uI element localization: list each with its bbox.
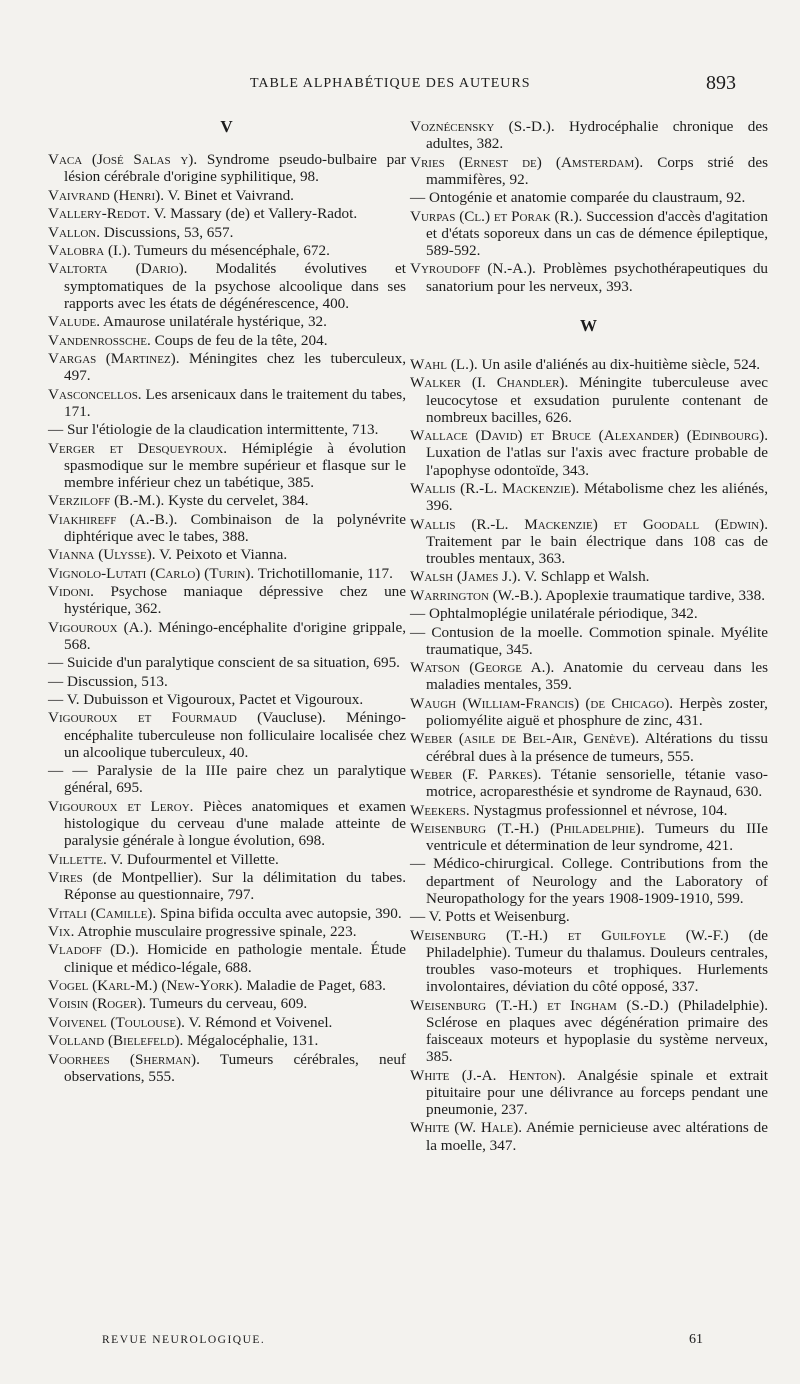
- index-entry: [410, 997, 768, 1066]
- entry-author: Weisenburg (T.-H.) et Guilfoyle (W.-F.): [410, 926, 729, 944]
- entry-author: —: [48, 654, 64, 672]
- entry-author: Villette.: [48, 850, 107, 868]
- index-entry: [48, 923, 406, 940]
- entry-author: Vries (Ernest de) (Amsterdam).: [410, 153, 644, 171]
- index-entry: [48, 1032, 406, 1049]
- index-entry: [410, 208, 768, 260]
- entry-author: Weisenburg (T.-H.) (Philadelphie).: [410, 819, 645, 837]
- entry-text: Ontogénie et anatomie comparée du claustraum, 92.: [425, 189, 746, 207]
- entry-text: Syndrome pseudo-bulbaire par lésion cérébrale d'origine syphilitique, 98.: [64, 151, 406, 186]
- entry-author: —: [410, 189, 426, 207]
- running-head: TABLE ALPHABÉTIQUE DES AUTEURS: [250, 76, 531, 91]
- entry-text: Herpès zoster, poliomyélite aiguë et phosphure de zinc, 431.: [426, 694, 768, 729]
- entry-author: Valude.: [48, 313, 101, 331]
- entry-author: Voivenel (Toulouse).: [48, 1013, 185, 1031]
- index-entry: [48, 673, 406, 690]
- sheet-number: 61: [689, 1332, 703, 1347]
- entry-author: — —: [48, 762, 88, 780]
- index-entry: [410, 260, 768, 294]
- entry-text: Contusion de la moelle. Commotion spinale. Myélite traumatique, 345.: [425, 623, 768, 658]
- entry-text: V. Rémond et Voivenel.: [184, 1013, 333, 1031]
- index-entry: [410, 820, 768, 854]
- index-entry: [48, 762, 406, 796]
- entry-text: Hémiplégie à évolution spasmodique sur le membre supérieur et flasque sur le membre inférieur chez un tabétique, 385.: [64, 439, 406, 491]
- index-entry: [410, 802, 768, 819]
- index-entry: [410, 1119, 768, 1153]
- index-entry: [410, 624, 768, 658]
- entry-author: Voznécensky (S.-D.).: [410, 118, 555, 135]
- entry-author: Verziloff (B.-M.).: [48, 492, 165, 510]
- index-entry: [48, 386, 406, 420]
- index-entry: [48, 583, 406, 617]
- entry-text: Modalités évolutives et symptomatiques de la psychose alcoolique dans ses rapports avec les états de dégénérescence, 400.: [64, 260, 406, 312]
- index-entry: [48, 187, 406, 204]
- index-entry: [410, 568, 768, 585]
- entry-author: Weisenburg (T.-H.) et Ingham (S.-D.): [410, 996, 669, 1014]
- entry-text: Homicide en pathologie mentale. Étude clinique et médico-légale, 688.: [64, 941, 407, 976]
- index-entry: [48, 977, 406, 994]
- index-entry: [48, 440, 406, 492]
- entry-text: Tumeurs du IIIe ventricule et détermination de leur syndrome, 421.: [426, 819, 768, 855]
- entry-author: White (W. Hale).: [410, 1119, 523, 1137]
- entry-author: Vallon.: [48, 223, 101, 241]
- journal-name: REVUE NEUROLOGIQUE.: [102, 1334, 266, 1346]
- index-entry: [48, 151, 406, 185]
- entry-text: Mégalocéphalie, 131.: [183, 1032, 319, 1050]
- entry-author: Vigouroux et Fourmaud: [48, 709, 237, 727]
- entry-text: (Vaucluse). Méningo-encéphalite tuberculeuse non folliculaire localisée chez un alcoolique tuberculeux, 40.: [64, 709, 406, 761]
- entry-author: Warrington (W.-B.).: [410, 586, 543, 604]
- entry-text: Méningites chez les tuberculeux, 497.: [64, 349, 406, 385]
- entry-author: Weekers.: [410, 801, 470, 819]
- index-entry: [48, 260, 406, 312]
- entry-author: Vix.: [48, 923, 75, 940]
- index-entry: [410, 480, 768, 514]
- entry-author: Vignolo-Lutati (Carlo) (Turin).: [48, 564, 255, 582]
- entry-author: Voisin (Roger).: [48, 995, 147, 1013]
- entry-author: Wallis (R.-L. Mackenzie).: [410, 479, 580, 497]
- index-entry: [410, 516, 768, 568]
- section-letter-v: V: [220, 117, 234, 136]
- entry-text: Méningo-encéphalite d'origine grippale, 568.: [64, 618, 406, 653]
- index-entry: [410, 356, 768, 373]
- entry-text: Tétanie sensorielle, tétanie vaso-motrice, acroparesthésie et syndrome de Raynaud, 630.: [426, 765, 768, 801]
- entry-author: Wahl (L.).: [410, 355, 478, 373]
- entry-text: Tumeurs du cerveau, 609.: [146, 995, 308, 1013]
- entry-text: V. Peixoto et Vianna.: [155, 546, 288, 564]
- index-entry: [48, 546, 406, 563]
- entry-text: Discussion, 513.: [63, 672, 168, 690]
- entry-text: Hydrocéphalie chronique des adultes, 382.: [426, 118, 769, 153]
- index-entry: [410, 605, 768, 622]
- index-entry: [410, 118, 768, 152]
- entry-text: (Philadelphie). Sclérose en plaques avec dégénération primaire des faisceaux moteurs et hypoplasie du système nerveux, 385.: [426, 996, 768, 1066]
- entry-text: Corps strié des mammifères, 92.: [426, 153, 768, 188]
- entry-text: Atrophie musculaire progressive spinale, 223.: [74, 923, 357, 940]
- entry-author: Vigouroux et Leroy.: [48, 797, 194, 815]
- entry-text: Apoplexie traumatique tardive, 338.: [542, 586, 766, 604]
- entry-author: —: [48, 691, 64, 709]
- entry-author: Watson (George A.).: [410, 659, 555, 677]
- entry-text: Trichotillomanie, 117.: [254, 564, 393, 582]
- index-entry: [48, 492, 406, 509]
- entry-author: Walsh (James J.).: [410, 568, 521, 586]
- entry-text: Tumeurs cérébrales, neuf observations, 555.: [64, 1050, 406, 1085]
- entry-text: Problèmes psychothérapeutiques du sanatorium pour les nerveux, 393.: [426, 260, 769, 295]
- entry-author: Vladoff (D.).: [48, 941, 139, 959]
- entry-author: Weber (F. Parkes).: [410, 765, 542, 783]
- index-entry: [410, 695, 768, 729]
- entry-text: Maladie de Paget, 683.: [242, 976, 386, 994]
- index-entry: [410, 154, 768, 188]
- entry-text: Un asile d'aliénés au dix-huitième siècle, 524.: [477, 355, 761, 373]
- index-entry: [410, 374, 768, 426]
- entry-author: Vyroudoff (N.-A.).: [410, 260, 536, 278]
- right-entries: [410, 356, 768, 1154]
- entry-text: Psychose maniaque dépressive chez une hystérique, 362.: [64, 583, 406, 618]
- index-entry: [410, 927, 768, 996]
- entry-text: Paralysie de la IIIe paire chez un paralytique général, 695.: [64, 762, 406, 797]
- index-entry: [410, 766, 768, 800]
- entry-text: Coups de feu de la tête, 204.: [150, 331, 328, 349]
- index-entry: [48, 350, 406, 384]
- entry-text: Luxation de l'atlas sur l'axis avec fracture probable de l'apophyse odontoïde, 343.: [426, 444, 768, 479]
- entry-author: Vasconcellos.: [48, 385, 142, 403]
- index-entry: [48, 691, 406, 708]
- index-entry: [48, 565, 406, 582]
- entry-author: Vires: [48, 869, 83, 887]
- entry-author: Vitali (Camille).: [48, 904, 157, 922]
- index-entry: [410, 189, 768, 206]
- entry-author: Wallis (R.-L. Mackenzie) et Goodall (Edwin).: [410, 515, 768, 533]
- entry-author: Vurpas (Cl.) et Porak (R.).: [410, 207, 583, 225]
- entry-author: —: [410, 605, 426, 623]
- entry-author: Viakhireff (A.-B.).: [48, 510, 178, 528]
- entry-text: Traitement par le bain électrique dans 108 cas de troubles mentaux, 363.: [426, 532, 768, 567]
- entry-text: Succession d'accès d'agitation et d'états soporeux dans un cas de démence épileptique, 589-592.: [426, 207, 768, 259]
- entry-text: Métabolisme chez les aliénés, 396.: [426, 479, 768, 515]
- entry-text: Analgésie spinale et extrait pituitaire pour une délivrance au forceps pendant une pneumonie, 237.: [426, 1066, 768, 1119]
- entry-author: Weber (asile de Bel-Air, Genève).: [410, 730, 640, 748]
- entry-text: V. Massary (de) et Vallery-Radot.: [150, 205, 358, 223]
- entry-text: Combinaison de la polynévrite diphtérique avec le tabes, 388.: [64, 510, 406, 545]
- entry-text: Pièces anatomiques et examen histologique du cerveau d'une malade atteinte de paralysie générale à longue évolution, 698.: [64, 797, 406, 850]
- entry-author: Valobra (I.).: [48, 241, 131, 259]
- entry-author: —: [410, 623, 426, 641]
- index-entry: [48, 995, 406, 1012]
- entry-author: Voorhees (Sherman).: [48, 1050, 200, 1068]
- page-number: 893: [706, 72, 736, 94]
- entry-text: Ophtalmoplégie unilatérale périodique, 342.: [425, 605, 698, 623]
- index-entry: [48, 1014, 406, 1031]
- entry-author: Vaca (José Salas y).: [48, 151, 198, 169]
- entry-author: Waugh (William-Francis) (de Chicago).: [410, 694, 674, 712]
- entry-author: Verger et Desqueyroux.: [48, 439, 228, 457]
- index-entry: [48, 619, 406, 653]
- entry-author: —: [410, 908, 426, 926]
- entry-text: Amaurose unilatérale hystérique, 32.: [100, 313, 327, 331]
- entry-text: V. Potts et Weisenburg.: [425, 908, 570, 926]
- index-entry: [48, 511, 406, 545]
- entry-text: Discussions, 53, 657.: [100, 223, 234, 241]
- entry-author: Vallery-Redot.: [48, 205, 151, 223]
- index-entry: [48, 798, 406, 850]
- index-entry: [410, 659, 768, 693]
- index-entry: [410, 730, 768, 764]
- column-gutter: [398, 118, 399, 1318]
- entry-author: —: [48, 672, 64, 690]
- entry-text: Sur l'étiologie de la claudication intermittente, 713.: [63, 421, 379, 439]
- entry-author: Vogel (Karl-M.) (New-York).: [48, 976, 243, 994]
- entry-text: Médico-chirurgical. College. Contributions from the department of Neurology and the Laboratory of Neuropathology for the years 1908-1909-1910, 599.: [425, 855, 768, 907]
- entry-author: —: [48, 421, 64, 439]
- index-entry: [48, 205, 406, 222]
- index-entry: [410, 855, 768, 907]
- entry-author: Wallace (David) et Bruce (Alexander) (Edinbourg).: [410, 427, 768, 445]
- entry-text: Altérations du tissu cérébral dues à la présence de tumeurs, 555.: [426, 730, 769, 765]
- index-entry: [48, 224, 406, 241]
- entry-author: Vigouroux (A.).: [48, 618, 153, 636]
- entry-author: Vargas (Martinez).: [48, 349, 180, 367]
- index-entry: [48, 851, 406, 868]
- entry-author: Vidoni.: [48, 583, 94, 601]
- index-entry: [48, 332, 406, 349]
- entry-text: Méningite tuberculeuse avec leucocytose et exsudation purulente contenant de nombreux bacilles, 626.: [426, 374, 768, 426]
- index-entry: [48, 941, 406, 975]
- index-entry: [48, 421, 406, 438]
- entry-text: Suicide d'un paralytique conscient de sa situation, 695.: [63, 654, 400, 672]
- entry-text: Nystagmus professionnel et névrose, 104.: [469, 801, 728, 819]
- section-letter-w: W: [580, 315, 598, 335]
- entry-text: (de Montpellier). Sur la délimitation du tabes. Réponse au questionnaire, 797.: [64, 869, 406, 904]
- entry-text: Anatomie du cerveau dans les maladies mentales, 359.: [426, 659, 768, 694]
- entry-text: V. Dubuisson et Vigouroux, Pactet et Vigouroux.: [63, 691, 364, 709]
- entry-text: Anémie pernicieuse avec altérations de la moelle, 347.: [426, 1119, 768, 1154]
- entry-author: Vianna (Ulysse).: [48, 546, 156, 564]
- left-entries: [48, 151, 406, 1085]
- entry-author: Valtorta (Dario).: [48, 260, 188, 278]
- entry-author: Volland (Bielefeld).: [48, 1032, 184, 1050]
- entry-author: Vandenrossche.: [48, 331, 151, 349]
- entry-author: Vaivrand (Henri).: [48, 186, 165, 204]
- right-column: [410, 118, 768, 1155]
- entry-author: —: [410, 855, 426, 873]
- entry-text: V. Dufourmentel et Villette.: [106, 850, 279, 868]
- page-footer: [0, 1330, 800, 1354]
- index-entry: [48, 313, 406, 330]
- entry-text: Les arsenicaux dans le traitement du tabes, 171.: [64, 385, 406, 420]
- entry-text: (de Philadelphie). Tumeur du thalamus. Douleurs centrales, troubles vaso-moteurs et trophiques. Hurlements involontaires, déviation du côté opposé, 337.: [426, 926, 768, 996]
- entry-text: Tumeurs du mésencéphale, 672.: [130, 241, 330, 259]
- index-entry: [48, 869, 406, 903]
- index-entry: [48, 242, 406, 259]
- right-entries-top: [410, 118, 768, 295]
- index-entry: [410, 1067, 768, 1119]
- entry-text: V. Schlapp et Walsh.: [520, 568, 650, 586]
- index-entry: [48, 1051, 406, 1085]
- left-column: [48, 118, 406, 1086]
- index-entry: [410, 587, 768, 604]
- index-entry: [410, 427, 768, 479]
- index-entry: [48, 905, 406, 922]
- entry-text: Kyste du cervelet, 384.: [164, 492, 309, 510]
- entry-author: Walker (I. Chandler).: [410, 374, 569, 392]
- page-header: [0, 72, 800, 102]
- entry-text: Spina bifida occulta avec autopsie, 390.: [156, 904, 402, 922]
- index-entry: [410, 908, 768, 925]
- index-entry: [48, 654, 406, 671]
- index-entry: [48, 709, 406, 761]
- entry-author: White (J.-A. Henton).: [410, 1066, 566, 1084]
- entry-text: V. Binet et Vaivrand.: [164, 186, 294, 204]
